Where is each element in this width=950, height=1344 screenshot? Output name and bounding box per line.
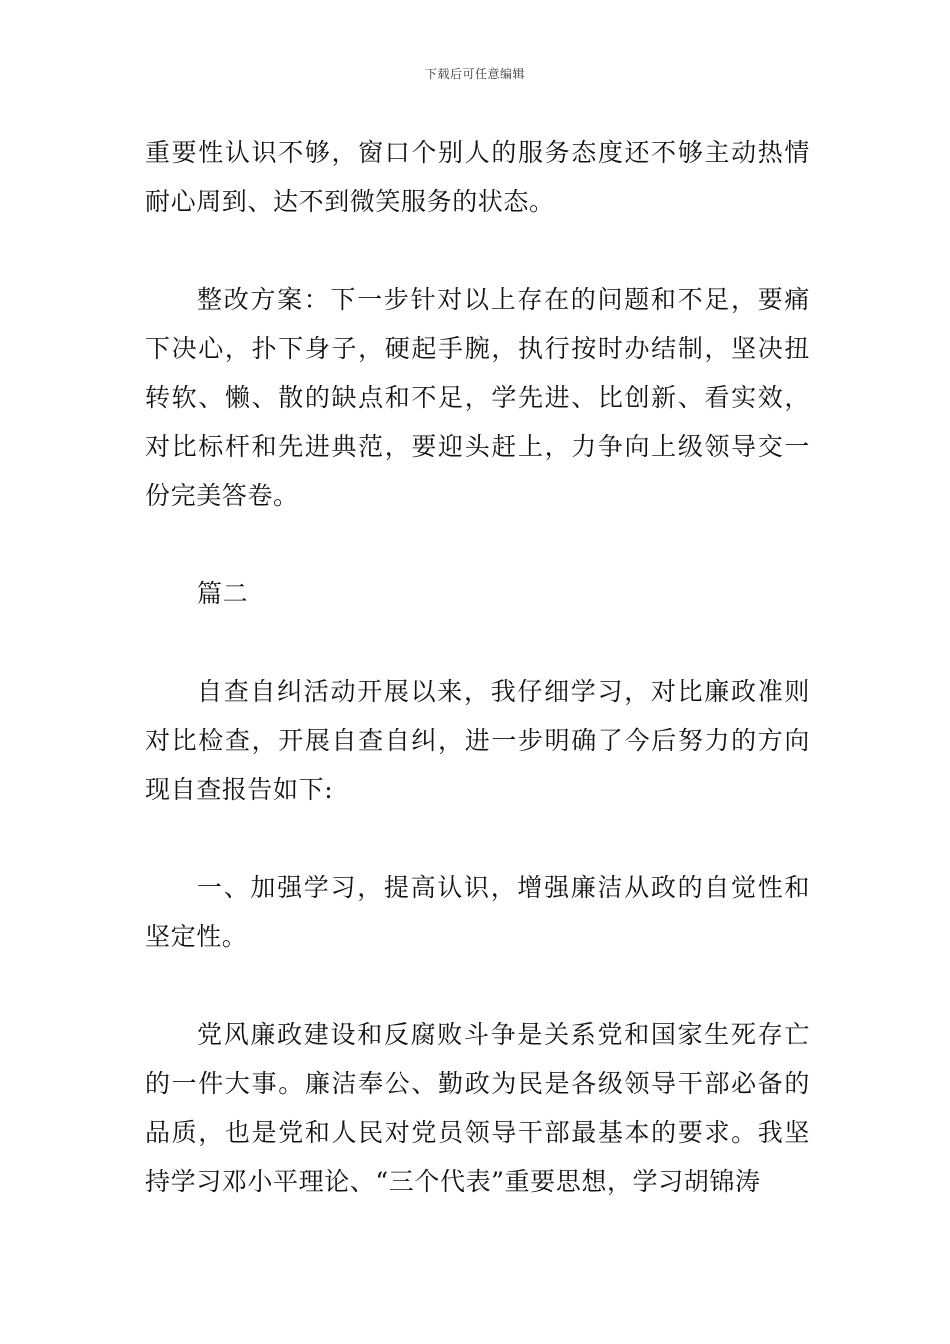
paragraph-self-inspection-intro: 自查自纠活动开展以来，我仔细学习，对比廉政准则对比检查，开展自查自纠，进一步明确了今后努力的方向现自查报告如下: xyxy=(145,677,810,804)
paragraph-spacer xyxy=(145,961,810,1010)
paragraph-party-conduct: 党风廉政建设和反腐败斗争是关系党和国家生死存亡的一件大事。廉洁奉公、勤政为民是各级领导干部必备的品质，也是党和人民对党员领导干部最基本的要求。我坚持学习邓小平理论、“三个代表”重要思想，学习胡锦涛 xyxy=(145,1020,810,1196)
paragraph-rectification-plan: 整改方案：下一步针对以上存在的问题和不足，要痛下决心，扑下身子，硬起手腕，执行按时办结制，坚决扭转软、懒、散的缺点和不足，学先进、比创新、看实效，对比标杆和先进典范，要迎头赶上，力争向上级领导交一份完美答卷。 xyxy=(145,285,810,510)
subheading-strengthen-learning: 一、加强学习，提高认识，增强廉洁从政的自觉性和坚定性。 xyxy=(145,873,810,951)
section-heading: 篇二 xyxy=(197,579,249,608)
paragraph-spacer xyxy=(145,520,810,569)
paragraph-spacer xyxy=(145,814,810,863)
paragraph-spacer xyxy=(145,226,810,275)
document-body xyxy=(145,128,810,1206)
page-header: 下载后可任意编辑 xyxy=(424,67,525,81)
paragraph-continuation: 重要性认识不够，窗口个别人的服务态度还不够主动热情耐心周到、达不到微笑服务的状态。 xyxy=(145,138,810,216)
paragraph-spacer xyxy=(145,618,810,667)
